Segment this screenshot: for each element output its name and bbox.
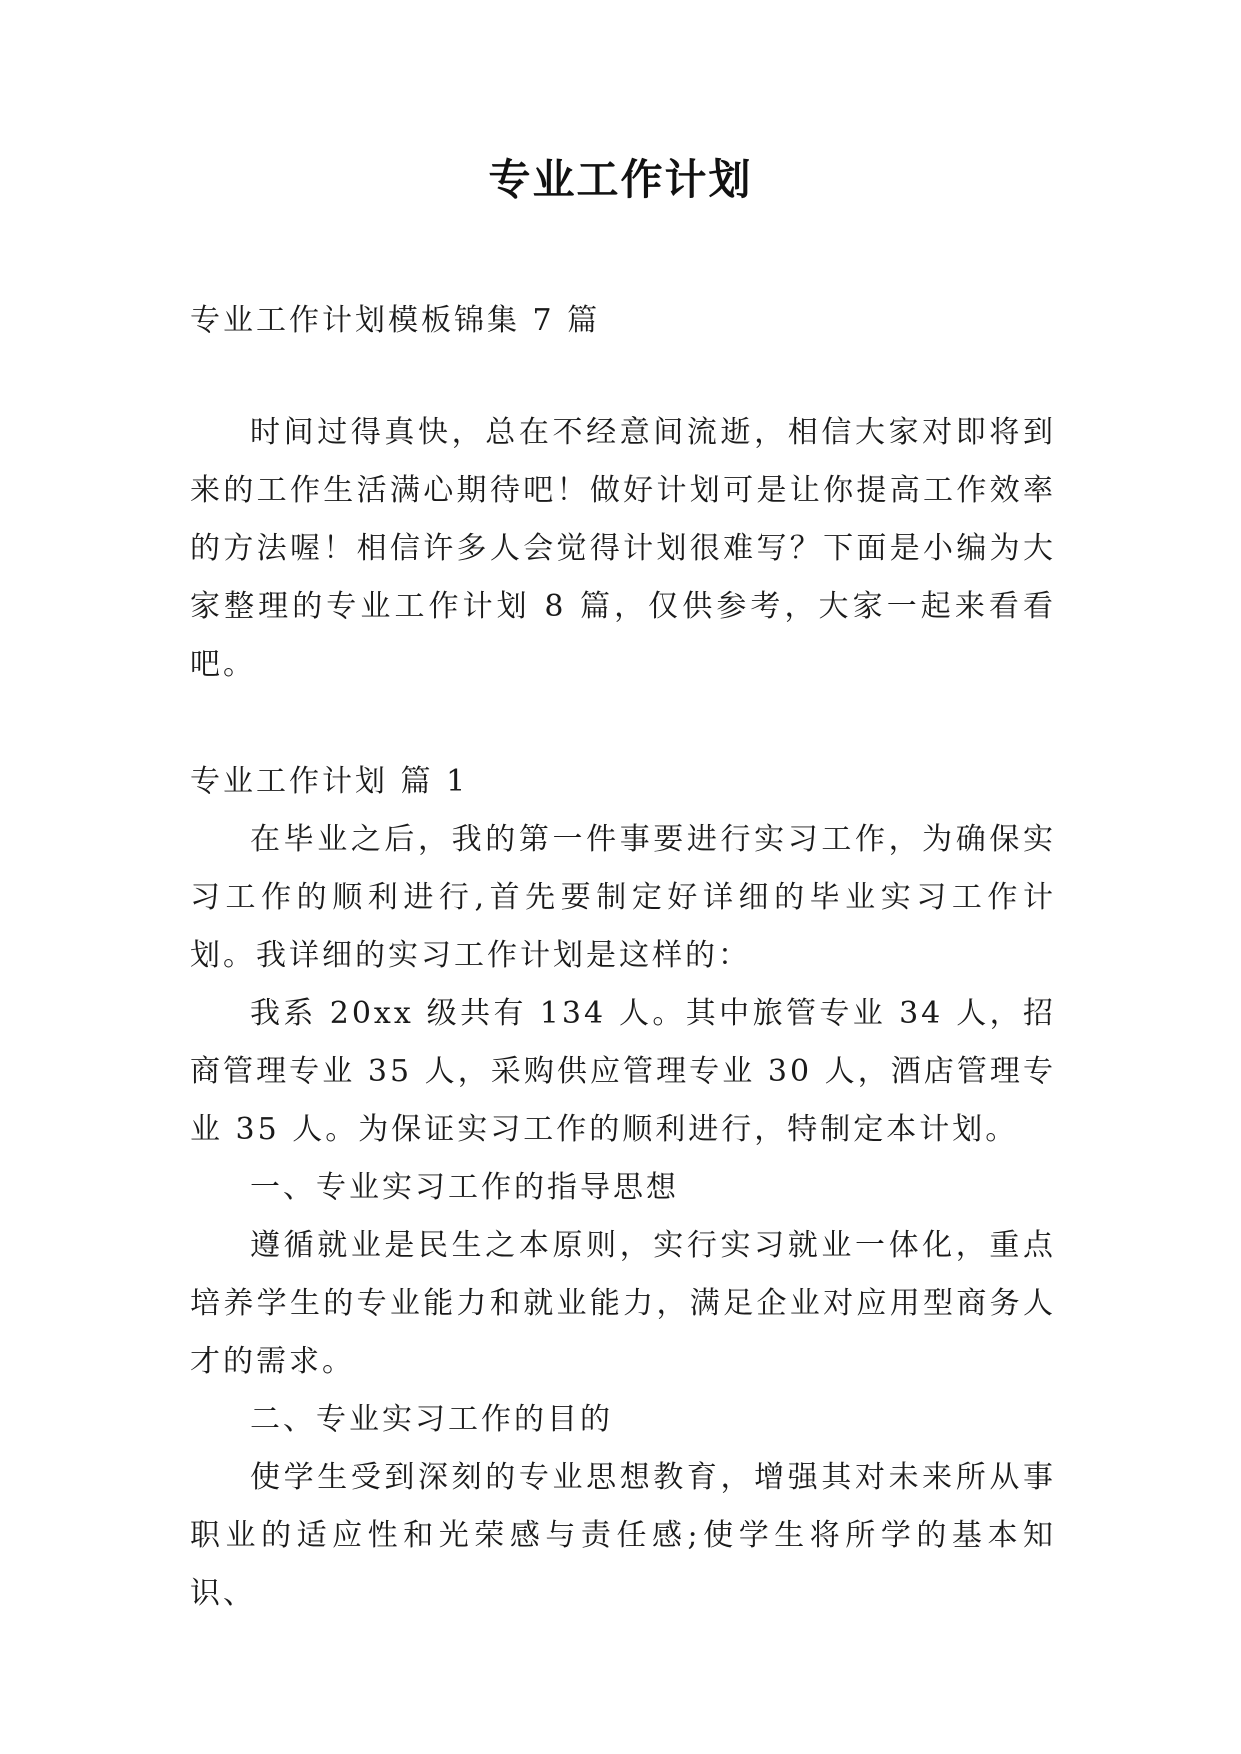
paragraph: 遵循就业是民生之本原则，实行实习就业一体化，重点培养学生的专业能力和就业能力，满足企业对应用型商务人才的需求。 bbox=[190, 1228, 1056, 1379]
paragraph: 我系 20xx 级共有 134 人。其中旅管专业 34 人，招商管理专业 35 人，采购供应管理专业 30 人，酒店管理专业 35 人。为保证实习工作的顺利进行，特制定本计划。 bbox=[190, 996, 1056, 1147]
subheading: 一、专业实习工作的指导思想 bbox=[250, 1170, 679, 1205]
document-subtitle: 专业工作计划模板锦集 7 篇 bbox=[190, 303, 601, 338]
paragraph: 使学生受到深刻的专业思想教育，增强其对未来所从事职业的适应性和光荣感与责任感;使学生将所学的基本知识、 bbox=[190, 1460, 1056, 1611]
section-content bbox=[190, 811, 1056, 1623]
intro-paragraph: 时间过得真快，总在不经意间流逝，相信大家对即将到来的工作生活满心期待吧！做好计划可是让你提高工作效率的方法喔！相信许多人会觉得计划很难写？下面是小编为大家整理的专业工作计划 8 篇，仅供参考，大家一起来看看吧。 bbox=[190, 415, 1056, 682]
section-heading: 专业工作计划 篇 1 bbox=[190, 764, 469, 799]
subheading: 二、专业实习工作的目的 bbox=[250, 1402, 613, 1437]
document-title: 专业工作计划 bbox=[488, 155, 753, 204]
paragraph: 在毕业之后，我的第一件事要进行实习工作，为确保实习工作的顺利进行,首先要制定好详细的毕业实习工作计划。我详细的实习工作计划是这样的： bbox=[190, 822, 1056, 973]
